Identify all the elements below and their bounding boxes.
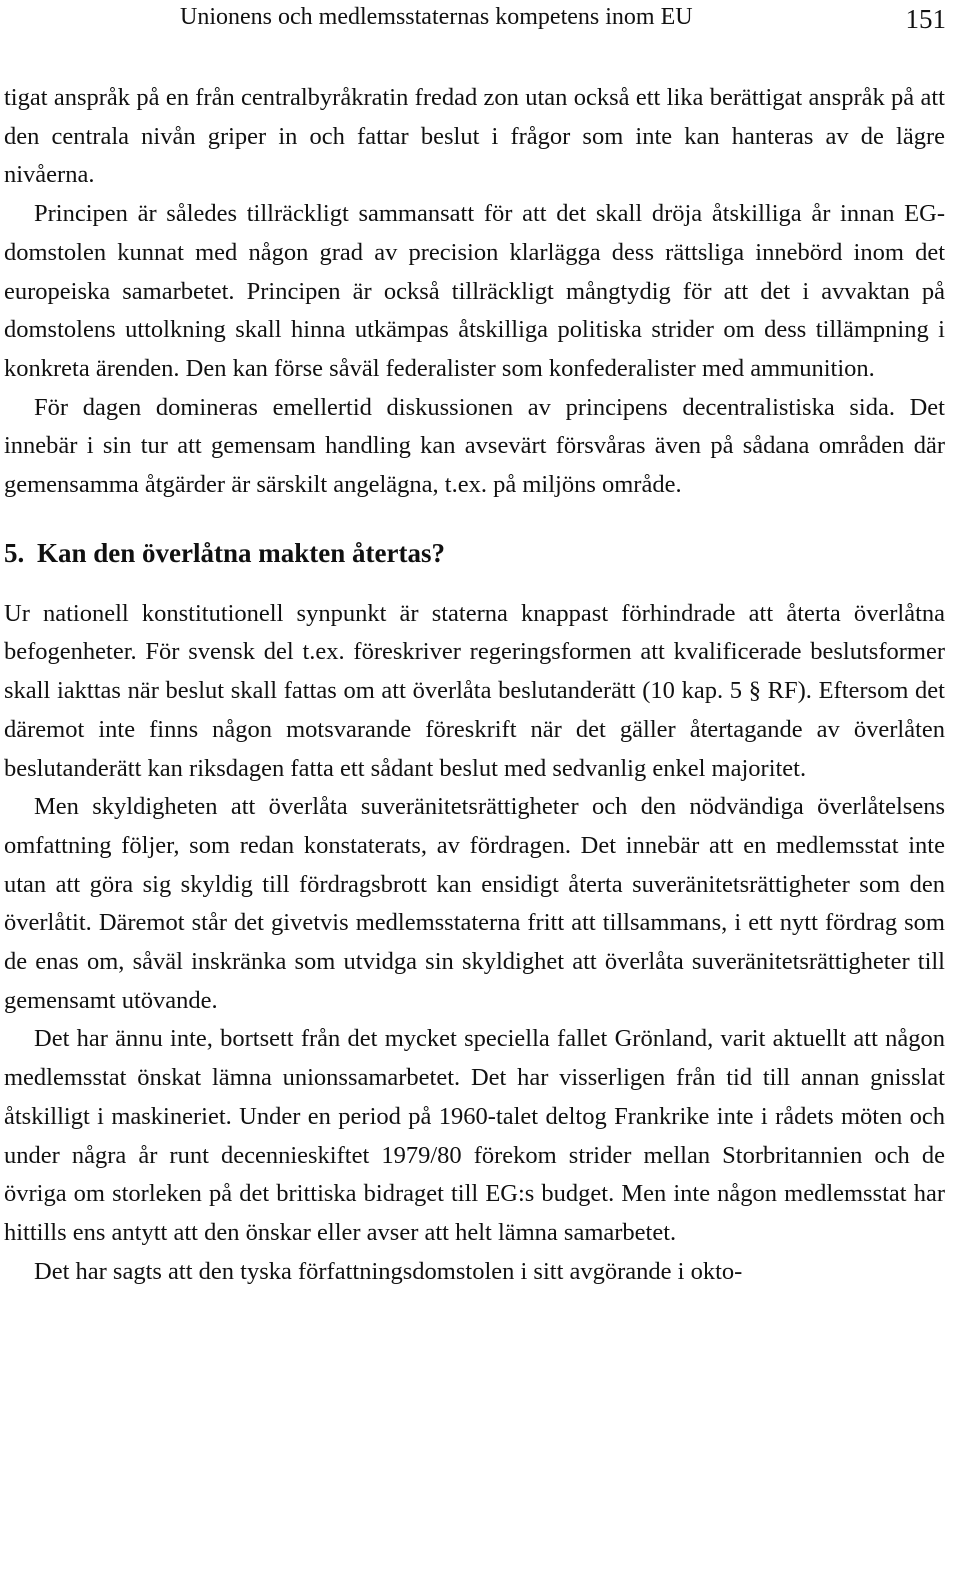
section-number: 5.: [4, 537, 25, 568]
paragraph: Principen är således tillräckligt sammansatt för att det skall dröja åtskilliga år innan EG-domstolen kunnat med någon grad av precision klarlägga dess rättsliga innebörd inom det europeiska samarbetet. Principen är också tillräckligt mångtydig för att det i avvaktan på domstolens uttolkning skall hinna utkämpas åtskilliga politiska strider om dess tillämpning i konkreta ärenden. Den kan förse såväl federalister som konfederalister med ammunition.: [4, 200, 945, 382]
paragraph: tigat anspråk på en från centralbyråkratin fredad zon utan också ett lika berättigat anspråk på att den centrala nivån griper in och fattar beslut i frågor som inte kan hanteras av de lägre nivåerna.: [4, 84, 945, 189]
body-text: [4, 79, 945, 1291]
paragraph: För dagen domineras emellertid diskussionen av principens decentralistiska sida. Det innebär i sin tur att gemensam handling kan avsevärt försvåras även på sådana områden där gemensamma åtgärder är särskilt angelägna, t.ex. på miljöns område.: [4, 393, 945, 499]
running-header: [180, 0, 946, 40]
paragraph: Det har ännu inte, bortsett från det mycket speciella fallet Grönland, varit aktuellt att någon medlemsstat önskat lämna unionssamarbetet. Det har visserligen från tid till annan gnisslat åtskilligt i maskineriet. Under en period på 1960-talet deltog Frankrike inte i rådets möten och under några år runt decennieskiftet 1979/80 förekom strider mellan Storbritannien och de övriga om storleken på det brittiska bidraget till EG:s budget. Men inte någon medlemsstat har hittills ens antytt att den önskar eller avser att helt lämna samarbetet.: [4, 1025, 945, 1246]
running-header-title: Unionens och medlemsstaternas kompetens inom EU: [180, 4, 693, 30]
section-title: Kan den överlåtna makten återtas?: [37, 537, 445, 568]
paragraph: Men skyldigheten att överlåta suveränitetsrättigheter och den nödvändiga överlåtelsens omfattning följer, som redan konstaterats, av fördragen. Det innebär att en medlemsstat inte utan att göra sig skyldig till fördragsbrott kan ensidigt återta suveränitetsrättigheter som den överlåtit. Däremot står det givetvis medlemsstaterna fritt att tillsammans, i ett nytt fördrag som de enas om, såväl inskränka som utvidga sin skyldighet att överlåta suveränitetsrättigheter till gemensamt utövande.: [4, 793, 945, 1014]
section-heading: [4, 535, 945, 571]
paragraph: Ur nationell konstitutionell synpunkt är staterna knappast förhindrade att återta överlåtna befogenheter. För svensk del t.ex. föreskriver regeringsformen att kvalificerade beslutsformer skall iakttas när beslut skall fattas om att överlåta beslutanderätt (10 kap. 5 § RF). Eftersom det däremot inte finns någon motsvarande föreskrift när det gäller återtagande av överlåten beslutanderätt kan riksdagen fatta ett sådant beslut med sedvanlig enkel majoritet.: [4, 599, 945, 782]
page-number: 151: [905, 4, 946, 34]
paragraph: Det har sagts att den tyska författningsdomstolen i sitt avgörande i okto-: [34, 1257, 743, 1285]
